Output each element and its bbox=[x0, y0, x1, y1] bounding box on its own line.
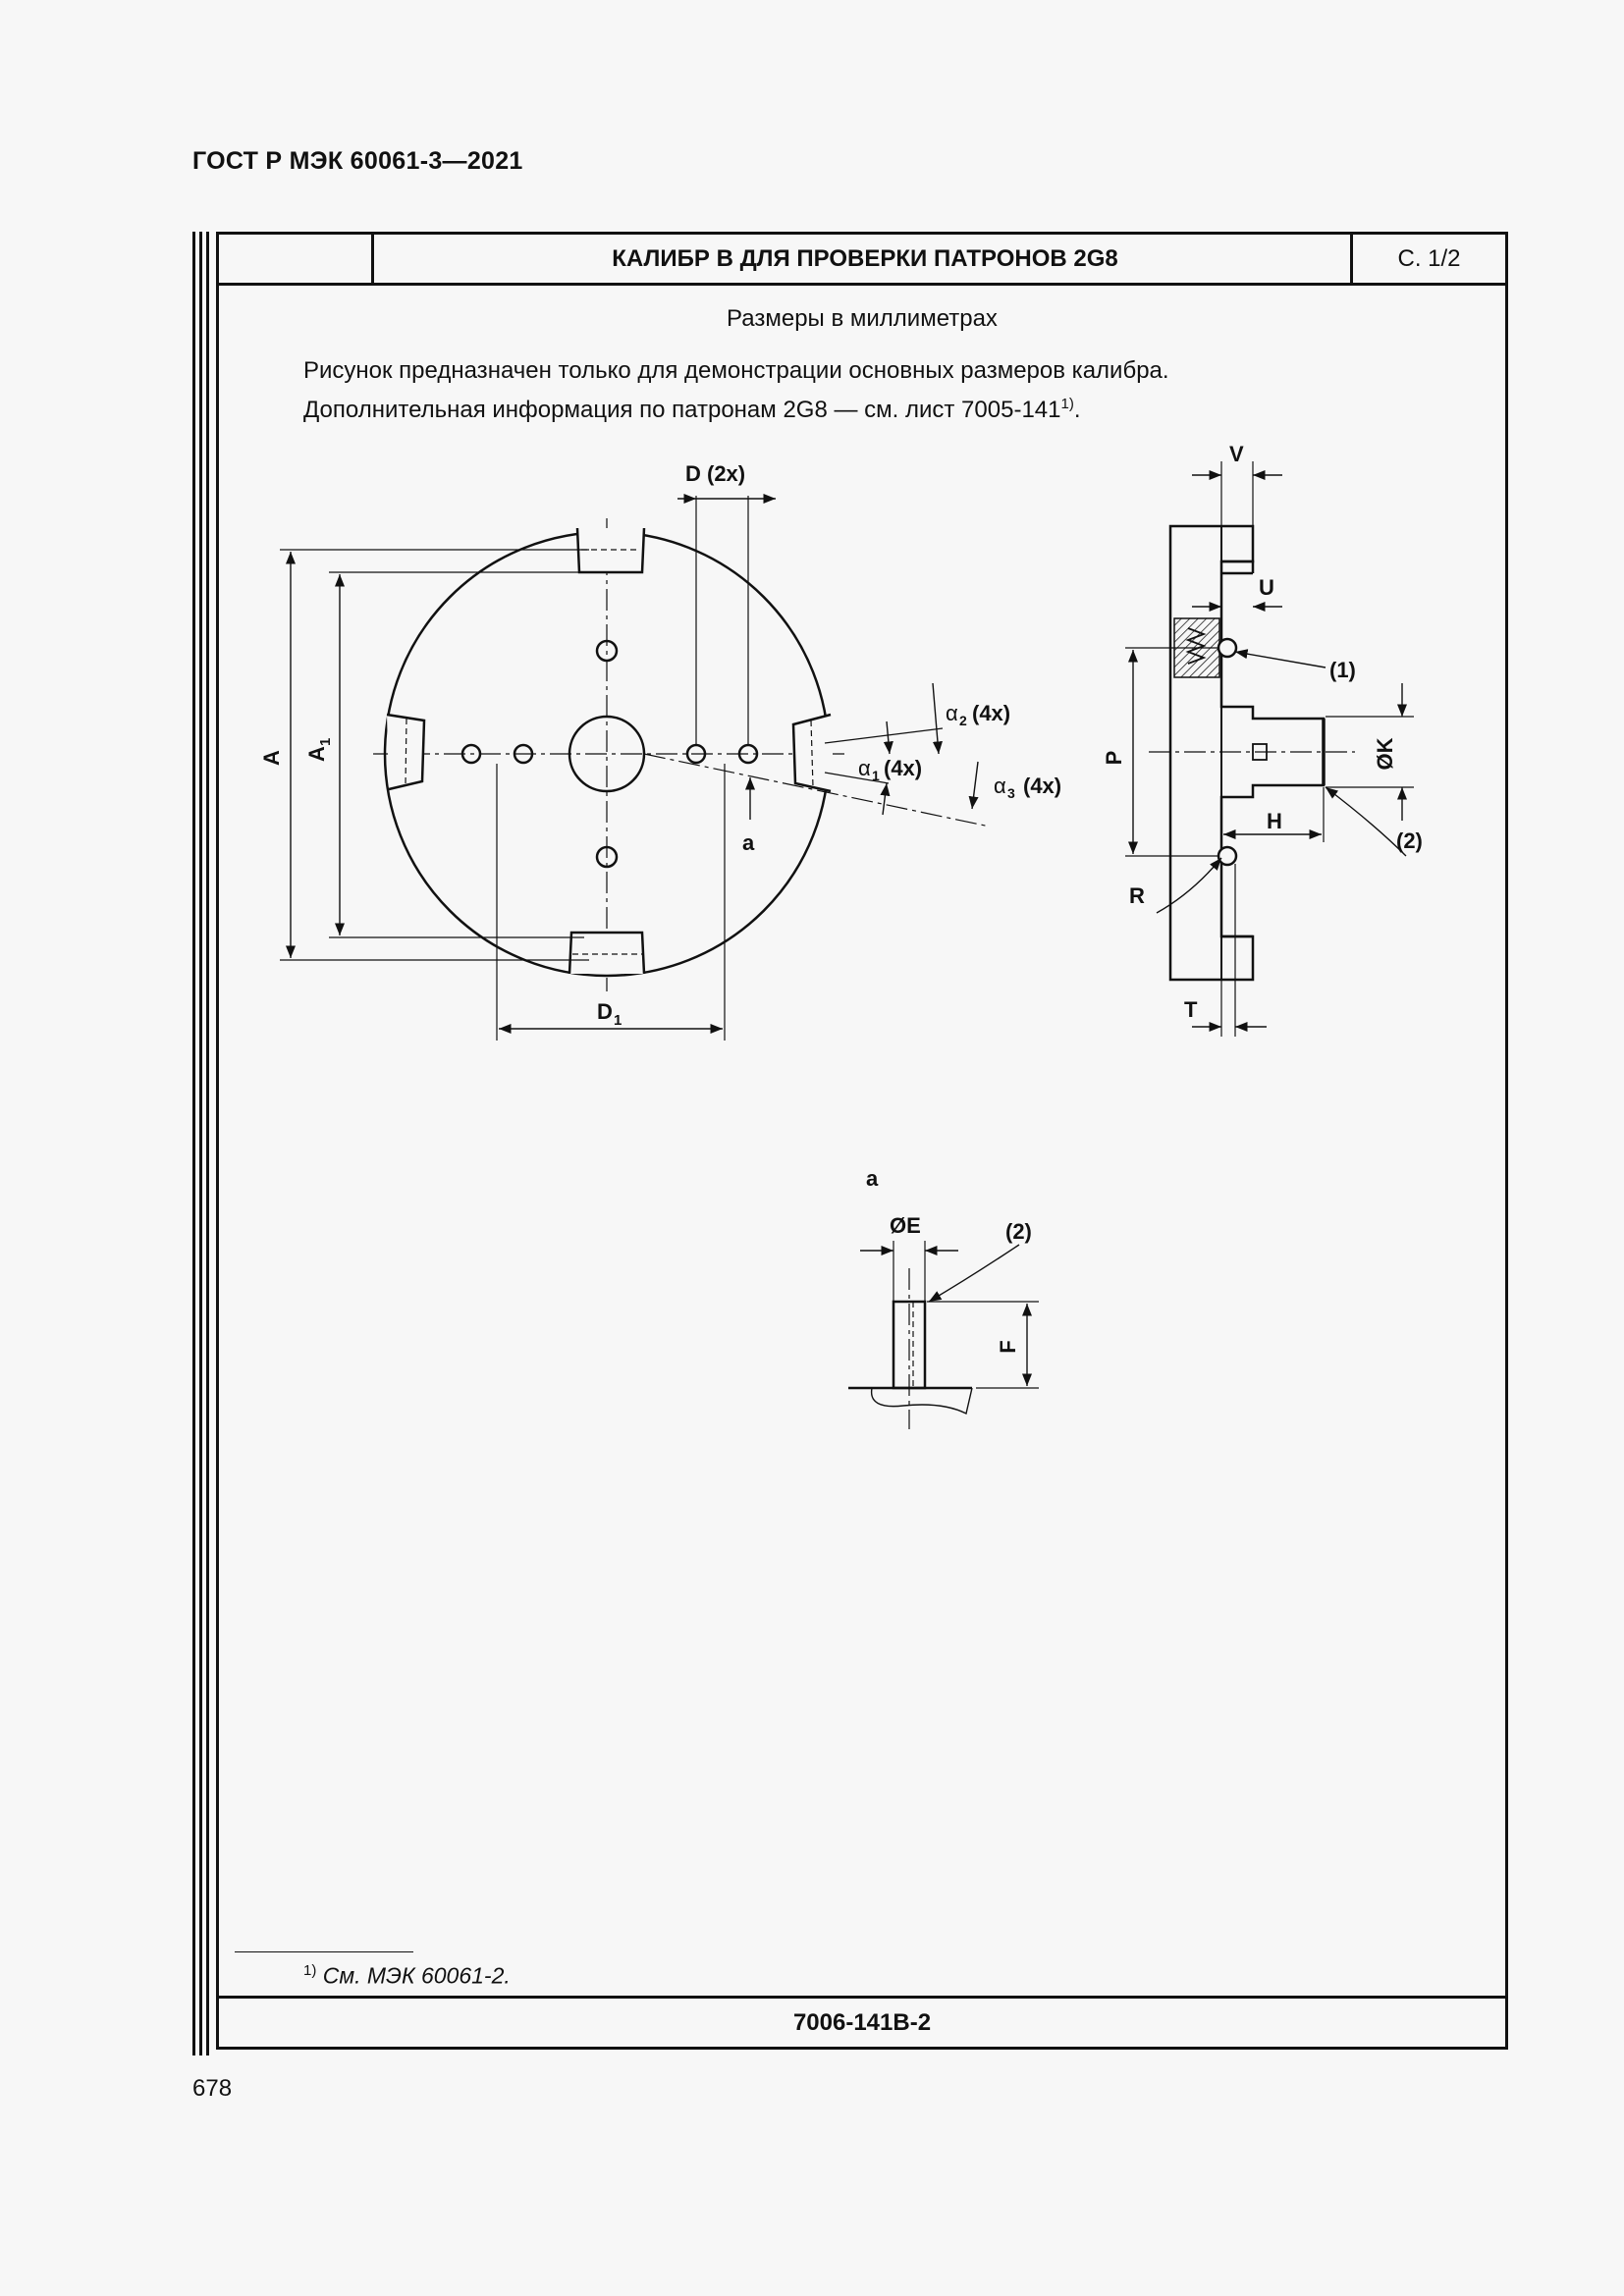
side-view bbox=[1125, 461, 1414, 1037]
label-alpha2-sub: 2 bbox=[959, 713, 967, 728]
note-line-1: Рисунок предназначен только для демонстрации основных размеров калибра. bbox=[303, 357, 1169, 384]
alpha1-arrow-bottom bbox=[883, 783, 887, 815]
label-d1-sub: 1 bbox=[614, 1012, 623, 1029]
label-detail-a: a bbox=[742, 830, 755, 855]
document-header: ГОСТ Р МЭК 60061-3—2021 bbox=[192, 147, 523, 175]
units-note: Размеры в миллиметрах bbox=[727, 305, 998, 332]
label-h: H bbox=[1267, 809, 1282, 833]
side-body bbox=[1170, 526, 1324, 980]
label-ref-1: (1) bbox=[1329, 658, 1356, 682]
label-a1-sub: 1 bbox=[317, 737, 334, 746]
note-end: . bbox=[1073, 397, 1081, 423]
label-alpha1: α bbox=[858, 756, 871, 780]
detail-leader-2 bbox=[929, 1245, 1019, 1302]
detail-title: a bbox=[866, 1166, 879, 1191]
slot-bottom bbox=[569, 933, 644, 974]
detail-a bbox=[848, 1241, 1039, 1429]
label-ref-2: (2) bbox=[1396, 828, 1423, 853]
leader-1 bbox=[1235, 652, 1326, 667]
ball-1 bbox=[1218, 639, 1236, 657]
label-r: R bbox=[1129, 883, 1145, 908]
label-a: A bbox=[259, 750, 284, 766]
label-p: P bbox=[1102, 750, 1126, 766]
sheet-title: КАЛИБР В ДЛЯ ПРОВЕРКИ ПАТРОНОВ 2G8 bbox=[612, 245, 1118, 272]
label-alpha3: α bbox=[994, 774, 1006, 798]
label-v: V bbox=[1229, 442, 1244, 466]
label-f: F bbox=[996, 1340, 1020, 1354]
label-a1-main: A bbox=[304, 746, 329, 762]
page-number: 678 bbox=[192, 2075, 233, 2102]
label-alpha1-count: (4x) bbox=[884, 756, 923, 780]
label-de: ØE bbox=[890, 1213, 921, 1238]
label-alpha2-count: (4x) bbox=[972, 701, 1011, 725]
alpha3-arrow bbox=[972, 762, 978, 809]
detail-a-labels bbox=[866, 1166, 1032, 1354]
sheet-number: 7006-141B-2 bbox=[219, 1996, 1505, 2047]
label-t: T bbox=[1184, 997, 1198, 1022]
ball-r bbox=[1218, 847, 1236, 865]
label-alpha3-count: (4x) bbox=[1023, 774, 1062, 798]
label-alpha2: α bbox=[946, 701, 958, 725]
label-a1 bbox=[304, 738, 334, 762]
label-d-2x: D (2x) bbox=[685, 461, 746, 486]
side-top-slot bbox=[1221, 561, 1253, 573]
leader-2 bbox=[1326, 787, 1406, 856]
label-dk: ØK bbox=[1373, 737, 1397, 771]
label-u: U bbox=[1259, 575, 1274, 600]
label-detail-ref-2: (2) bbox=[1005, 1219, 1032, 1244]
footnote-marker: 1) bbox=[303, 1962, 317, 1979]
label-d1-main: D bbox=[597, 999, 613, 1024]
alpha2-line bbox=[825, 728, 943, 743]
footnote-text: См. МЭК 60061-2. bbox=[322, 1962, 511, 1989]
note-footnote-ref: 1) bbox=[1060, 396, 1074, 412]
front-view-labels bbox=[259, 461, 1061, 1029]
page-label: С. 1/2 bbox=[1350, 235, 1505, 283]
detail-break bbox=[872, 1388, 972, 1414]
alpha1-arrow-top bbox=[887, 721, 890, 754]
label-alpha1-sub: 1 bbox=[872, 768, 880, 783]
label-alpha3-sub: 3 bbox=[1007, 785, 1015, 801]
alpha2-arrow bbox=[933, 683, 939, 754]
note-line-2-text: Дополнительная информация по патронам 2G8 — см. лист 7005-141 bbox=[303, 397, 1061, 423]
